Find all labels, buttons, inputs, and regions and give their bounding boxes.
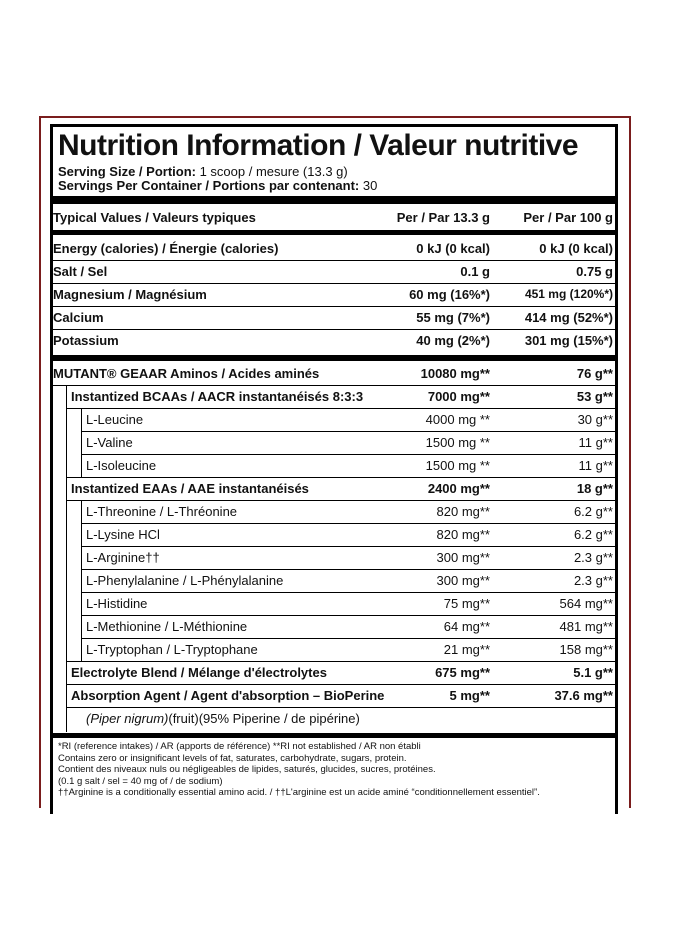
nutrient-row: Calcium 55 mg (7%*) 414 mg (52%*) [53,310,613,325]
servings-per-container: Servings Per Container / Portions par contenant: 30 [58,178,378,193]
amino-row: L-Tryptophan / L-Tryptophane 21 mg** 158 mg** [86,642,613,657]
serving-size: Serving Size / Portion: 1 scoop / mesure (13.3 g) [58,164,348,179]
electrolyte-row: Electrolyte Blend / Mélange d'électrolytes 675 mg** 5.1 g** [71,665,613,680]
footnote: ††Arginine is a conditionally essential amino acid. / ††L'arginine est un acide aminé “conditionnellement essentiel”. [58,787,540,798]
absorption-row: Absorption Agent / Agent d'absorption – BioPerine 5 mg** 37.6 mg** [71,688,613,703]
footnote: Contient des niveaux nuls ou négligeables de lipides, saturés, glucides, sucres, protéines. [58,764,436,775]
nutrient-row: Potassium 40 mg (2%*) 301 mg (15%*) [53,333,613,348]
amino-row: L-Histidine 75 mg** 564 mg** [86,596,613,611]
header-row: Typical Values / Valeurs typiques Per / Par 13.3 g Per / Par 100 g [53,210,613,225]
amino-row: L-Threonine / L-Thréonine 820 mg** 6.2 g** [86,504,613,519]
footnotes [58,741,540,799]
amino-row: L-Lysine HCl 820 mg** 6.2 g** [86,527,613,542]
label-title: Nutrition Information / Valeur nutritive [58,129,579,162]
serving-info [58,165,377,193]
footnote: Contains zero or insignificant levels of fat, saturates, carbohydrate, sugars, protein. [58,752,407,764]
bcaa-row: Instantized BCAAs / AACR instantanéisés 8:3:3 7000 mg** 53 g** [71,389,613,404]
divider-thick [53,230,615,235]
amino-row: L-Methionine / L-Méthionine 64 mg** 481 mg** [86,619,613,634]
piper-row: (Piper nigrum)(fruit)(95% Piperine / de pipérine) [86,711,360,726]
amino-row: L-Phenylalanine / L-Phénylalanine 300 mg** 2.3 g** [86,573,613,588]
footnote: *RI (reference intakes) / AR (apports de référence) **RI not established / AR non établi [58,741,421,752]
footnote: (0.1 g salt / sel = 40 mg of / de sodium) [58,775,223,787]
amino-row: L-Arginine†† 300 mg** 2.3 g** [86,550,613,565]
divider-thick [53,355,615,361]
nutrient-row: Salt / Sel 0.1 g 0.75 g [53,264,613,279]
eaa-row: Instantized EAAs / AAE instantanéisés 2400 mg** 18 g** [71,481,613,496]
nutrient-row: Magnesium / Magnésium 60 mg (16%*) 451 mg (120%*) [53,287,613,302]
nutrient-row: Energy (calories) / Énergie (calories) 0 kJ (0 kcal) 0 kJ (0 kcal) [53,241,613,256]
amino-row: L-Valine 1500 mg ** 11 g** [86,435,613,450]
amino-row: L-Isoleucine 1500 mg ** 11 g** [86,458,613,473]
divider-thick [53,196,615,204]
amino-row: L-Leucine 4000 mg ** 30 g** [86,412,613,427]
divider-thick [53,733,615,738]
aminos-row: MUTANT® GEAAR Aminos / Acides aminés 10080 mg** 76 g** [53,366,613,381]
